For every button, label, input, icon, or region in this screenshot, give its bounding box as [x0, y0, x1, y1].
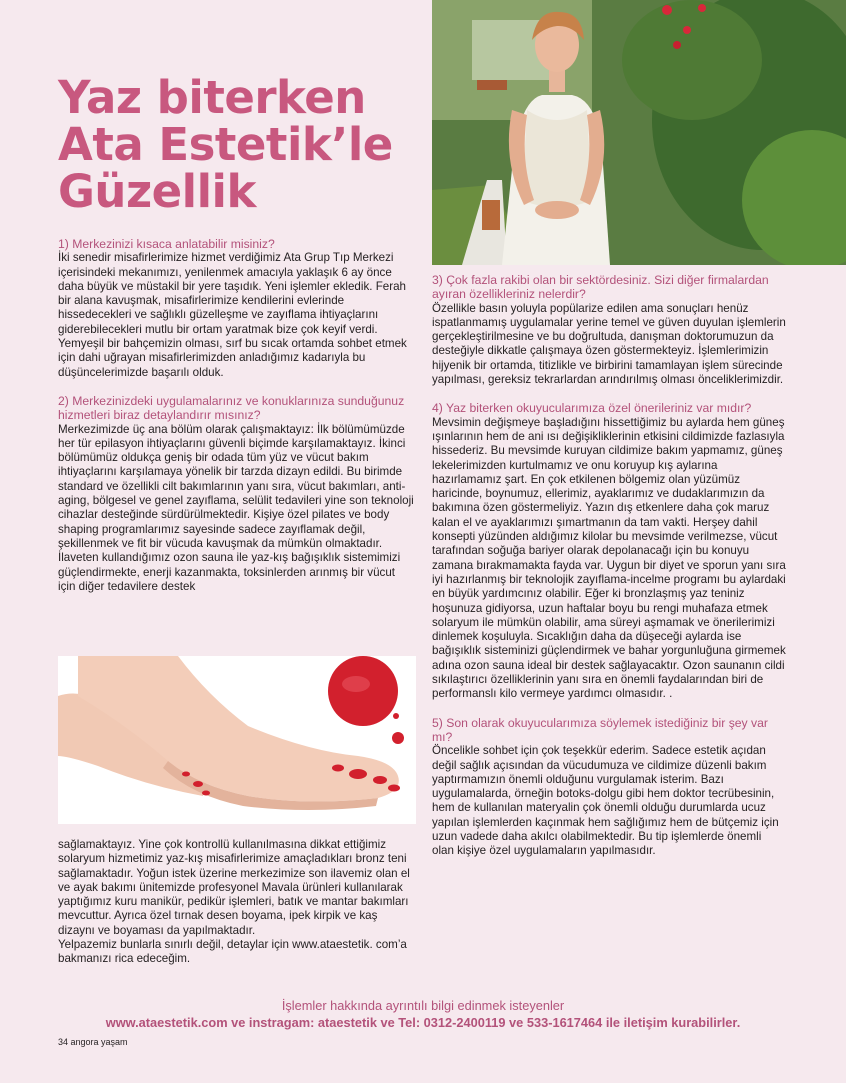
- question-3: 3) Çok fazla rakibi olan bir sektördesiniz. Sizi diğer firmalardan ayıran özellikleriniz nelerdir?: [432, 273, 769, 302]
- question-5: 5) Son olarak okuyucularımıza söylemek istediğiniz bir şey var mı?: [432, 715, 768, 744]
- footer-contact-line: www.ataestetik.com ve instragam: ataestetik ve Tel: 0312-2400119 ve 533-1617464 ile iletişim kurabilirler.: [105, 1015, 741, 1030]
- footer-info-line: İşlemler hakkında ayrıntılı bilgi edinmek isteyenler: [281, 998, 565, 1013]
- page-number: 34 angora yaşam: [58, 1037, 128, 1047]
- article-title: [58, 71, 438, 218]
- answer-2-continued: sağlamaktayız. Yine çok kontrollü kullanılmasına dikkat ettiğimiz solaryum hizmetimiz yaz-kış misafirlerimize amaçladıkları bronz teni sağlamaktadır. Yoğun istek üzerine merkezimize son ilavemiz olan el ve ayak bakımı ünitemizde profesyonel Mavala ürünleri kullanılarak yaptığımız kuru manikür, pedikür işlemleri, batık ve mantar bakımları mevcuttur. Ayrıca özel tırnak desen boyama, ipek kirpik ve kaş dizaynı ve boyaması da yapılmaktadır.: [58, 838, 410, 937]
- feet-nail-polish-illustration: [58, 656, 416, 824]
- question-2: 2) Merkezinizdeki uygulamalarınız ve konuklarınıza sunduğunuz hizmetleri biraz detaylandırır mısınız?: [58, 393, 405, 423]
- title-line-3: Güzellik: [58, 165, 256, 218]
- answer-4: Mevsimin değişmeye başladığını hissettiğimiz bu aylarda hem güneş ışınlarının hem de ani ısı değişikliklerinin etkisini cildimizde fazlasıyla hissederiz. Bu mevsimde kuruyan cildimize bakım yapmamız, güneş lekelerimizden kurtulmamız ve onu koruyup kış aylarına hazırlamamız şart. En çok etkilenen bölgemiz olan yüzümüz haricinde, boynumuz, ellerimiz, ayaklarımız ve dudaklarımızın da bakımına özen göstermeliyiz. Yazın dış etkenlere daha çok maruz kalan el ve ayaklarımızı şımartmanın da tam vakti. Herşey dahil konsepti yüzünden aldığımız kilolar bu mevsimde verilmezse, vücut tarafından soğuğa bariyer olarak depolanacağı için bu konuyu zamana bırakmamakta fayda var. Uygun bir diyet ve sporun yanı sıra iyi hazırlanmış bir teknolojik zayıflama-incelme programı bu aylardaki en büyük yardımcınız olabilir. Eğer ki bronzlaşmış yaz teniniz hoşunuza gidiyorsa, uzun haftalar boyu bu rengi muhafaza etmek solaryum ile mümkün olabilir, ama süreyi aşmamak ve önerilerimizi dinlemek koşuluyla. Sıcaklığın daha da düşeceği aylarda ise bağışıklık sisteminizi güçlendirmek ve bahar yorgunluğuna girmemek adına ozon sauna ideal bir destek sağlayacaktır. Ozon saunanın cildi sıkılaştırıcı özelliklerinin yanı sıra en önemli faydalarından biri de performanslı kilo vermeye yardımcı olmasıdır. .: [432, 415, 786, 701]
- garden-portrait-illustration: [432, 0, 846, 265]
- right-column: [432, 273, 786, 859]
- answer-2: Merkezimizde üç ana bölüm olarak çalışmaktayız: İlk bölümümüzde her tür epilasyon ihtiyaçlarını güvenli biçimde karşılamaktayız. İkinci bölümümüz oldukça geniş bir odada tüm yüz ve vücut bakım ihtiyaçlarını karşılamaya yönelik bir tarzda dizayn edildi. Bu birimde standard ve özellikli cilt bakımlarının yanı sıra, vücut bakımları, anti-aging, bölgesel ve genel zayıflama, selülit tedavileri yine son teknoloji cihazlar desteğinde sürdürülmektedir. Kişiye özel pilates ve body shaping programlarımız sayesinde sadece zayıflamak değil, şekillenmek ve fit bir vücuda kavuşmak da mümkün olmaktadır. İlaveten kullandığımız ozon sauna ile yaz-kış bağışıklık sistemimizi güçlendirmekte, enerji kazanmakta, toksinlerden arınmış bir vücut için diğer tedavilere destek: [58, 422, 414, 593]
- left-column: [58, 237, 414, 594]
- question-1: 1) Merkezinizi kısaca anlatabilir misiniz?: [58, 237, 275, 251]
- answer-1: İki senedir misafirlerimize hizmet verdiğimiz Ata Grup Tıp Merkezi içerisindeki mekanımızı, yenilenmek amacıyla yaklaşık 6 ay önce daha büyük ve müstakil bir yere taşıdık. Yeni işlemler ekledik. Ferah bir alana kavuşmak, misafirlerimize kendilerini evlerinde hissedecekleri ve sağlıklı güzelleşme ve zayıflama ihtiyaçlarını giderebilecekleri mutlu bir ortam yaratmak bize çok keyif verdi. Yemyeşil bir bahçemizin olması, sırf bu sıcak ortamda sohbet etmek için dahi uğrayan misafirlerimizden anladığımız kadarıyla bu düşüncelerimizde başarılı olduk.: [58, 251, 407, 379]
- title-line-2: Ata Estetik’le: [58, 118, 393, 171]
- title-line-1: Yaz biterken: [58, 71, 366, 124]
- answer-5: Öncelikle sohbet için çok teşekkür ederim. Sadece estetik açıdan değil sağlık açısından da vücudumuza ve cildimize düzenli bakım yaptırmamızın önemli olduğunu vurgulamak isterim. Bazı uygulamalarda, örneğin botoks-dolgu gibi hem doktor tecrübesinin, hem de kullanılan materyalin çok önemli olduğu durumlarda ucuz yapılan işlemlerden kaçınmak hem sağlığımız hem de bütçemiz için uzun vadede daha akılcı olabilmektedir. Bu tip işlemlerde önemli olan kişiye özel uygulamaların yapılmasıdır.: [432, 744, 779, 858]
- pedicure-photo: [58, 656, 416, 824]
- answer-2-end: Yelpazemiz bunlarla sınırlı değil, detaylar için www.ataestetik. com’a bakmanızı rica edeceğim.: [58, 938, 407, 966]
- answer-3: Özellikle basın yoluyla popülarize edilen ama sonuçları henüz ispatlanmamış uygulamalar yerine temel ve güven duyulan işlemlerin gerçekleştirilmesine ve bu doğrultuda, danışman doktorumuzun da desteğiyle dikkatle çalışmaya özen göstermekteyiz. İşlemlerimizin hijyenik bir ortamda, titizlikle ve birbirini tamamlayan işlem sürecinde yapılması, gereksiz tekrarlardan arındırılmış olması önceliklerimizdir.: [432, 301, 786, 387]
- question-4: 4) Yaz biterken okuyucularımıza özel önerileriniz var mıdır?: [432, 401, 752, 416]
- left-column-continued: [58, 838, 414, 967]
- portrait-photo: [432, 0, 846, 265]
